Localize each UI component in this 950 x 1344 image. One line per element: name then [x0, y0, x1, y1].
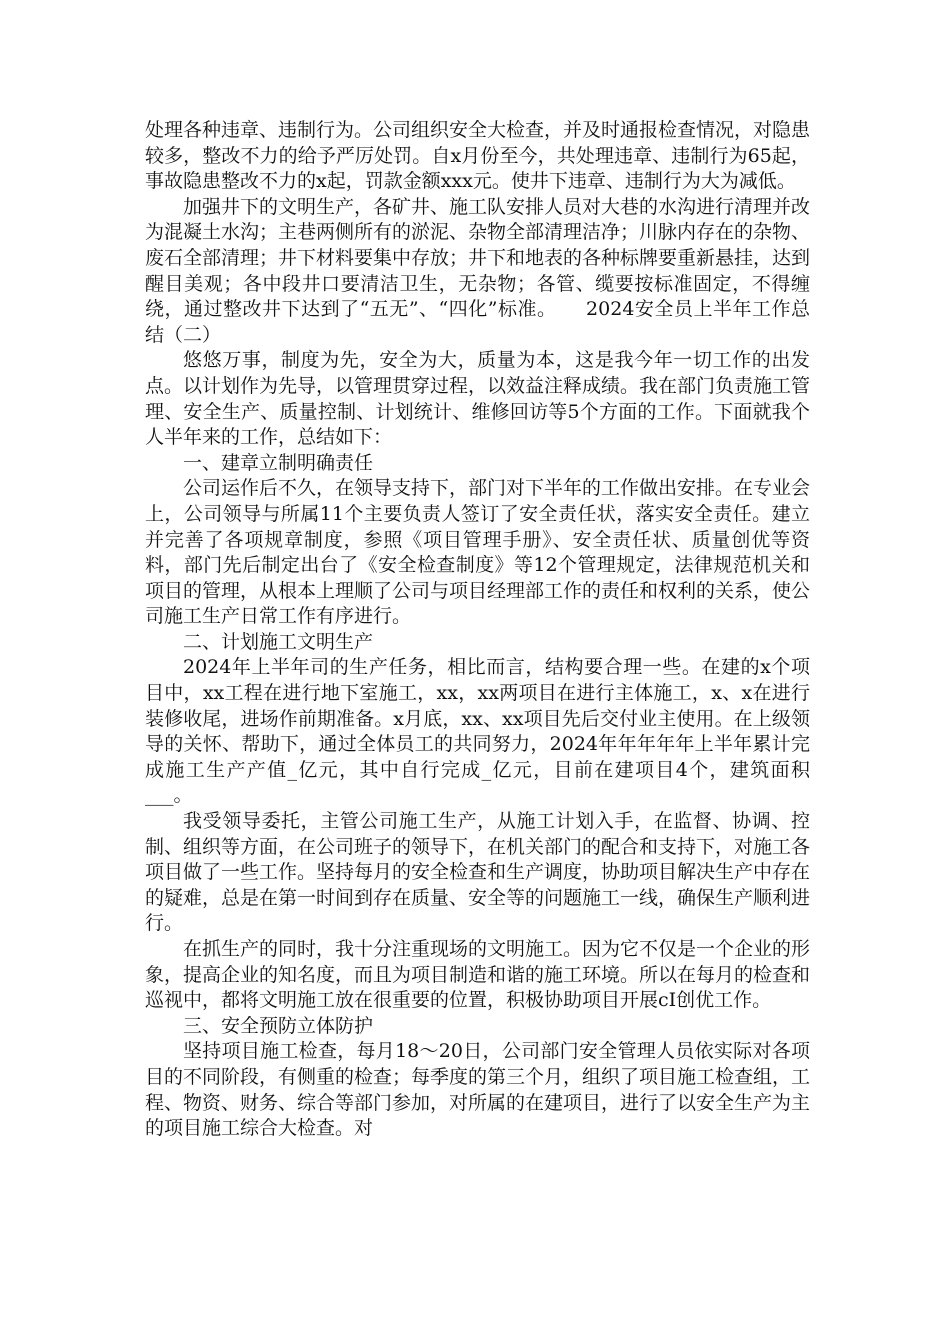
paragraph: 2024年上半年司的生产任务，相比而言，结构要合理一些。在建的x个项目中，xx工程在进行地下室施工，xx，xx两项目在进行主体施工，x、x在进行装修收尾，进场作前期准备。x月底，xx、xx项目先后交付业主使用。在上级领导的关怀、帮助下，通过全体员工的共同努力，2024年年年年年上半年累计完成施工生产产值_亿元，其中自行完成_亿元，目前在建项目4个，建筑面积___。	[145, 656, 810, 807]
paragraph: 坚持项目施工检查，每月18～20日，公司部门安全管理人员依实际对各项目的不同阶段，有侧重的检查；每季度的第三个月，组织了项目施工检查组，工程、物资、财务、综合等部门参加，对所属的在建项目，进行了以安全生产为主的项目施工综合大检查。对	[145, 1040, 811, 1140]
section-heading: 三、安全预防立体防护	[183, 1014, 374, 1037]
paragraph: 悠悠万事，制度为先，安全为大，质量为本，这是我今年一切工作的出发点。以计划作为先导，以管理贯穿过程，以效益注释成绩。我在部门负责施工管理、安全生产、质量控制、计划统计、维修回访等5个方面的工作。下面就我个人半年来的工作，总结如下：	[145, 349, 811, 449]
section-heading: 一、建章立制明确责任	[183, 451, 374, 474]
section-heading: 二、计划施工文明生产	[183, 630, 374, 653]
paragraph: 在抓生产的同时，我十分注重现场的文明施工。因为它不仅是一个企业的形象，提高企业的知名度，而且为项目制造和谐的施工环境。所以在每月的检查和巡视中，都将文明施工放在很重要的位置，积极协助项目开展cI创优工作。	[145, 938, 811, 1012]
paragraph: 处理各种违章、违制行为。公司组织安全大检查，并及时通报检查情况，对隐患较多，整改不力的给予严厉处罚。自x月份至今，共处理违章、违制行为65起，事故隐患整改不力的x起，罚款金额xxx元。使井下违章、违制行为大为减低。	[145, 119, 811, 193]
paragraph: 加强井下的文明生产，各矿井、施工队安排人员对大巷的水沟进行清理并改为混凝土水沟；主巷两侧所有的淤泥、杂物全部清理洁净；川脉内存在的杂物、废石全部清理；井下材料要集中存放；井下和地表的各种标牌要重新悬挂，达到醒目美观；各中段井口要清洁卫生，无杂物；各管、缆要按标准固定，不得缠绕，通过整改井下达到了“五无”、“四化”标准。 2024安全员上半年工作总结（二）	[145, 195, 811, 346]
document-body	[145, 118, 810, 1142]
paragraph: 公司运作后不久，在领导支持下，部门对下半年的工作做出安排。在专业会上，公司领导与所属11个主要负责人签订了安全责任状，落实安全责任。建立并完善了各项规章制度，参照《项目管理手册》、安全责任状、质量创优等资料，部门先后制定出台了《安全检查制度》等12个管理规定，法律规范机关和项目的管理，从根本上理顺了公司与项目经理部工作的责任和权利的关系，使公司施工生产日常工作有序进行。	[145, 477, 811, 628]
paragraph: 我受领导委托，主管公司施工生产，从施工计划入手，在监督、协调、控制、组织等方面，在公司班子的领导下，在机关部门的配合和支持下，对施工各项目做了一些工作。坚持每月的安全检查和生产调度，协助项目解决生产中存在的疑难，总是在第一时间到存在质量、安全等的问题施工一线，确保生产顺利进行。	[145, 810, 811, 935]
